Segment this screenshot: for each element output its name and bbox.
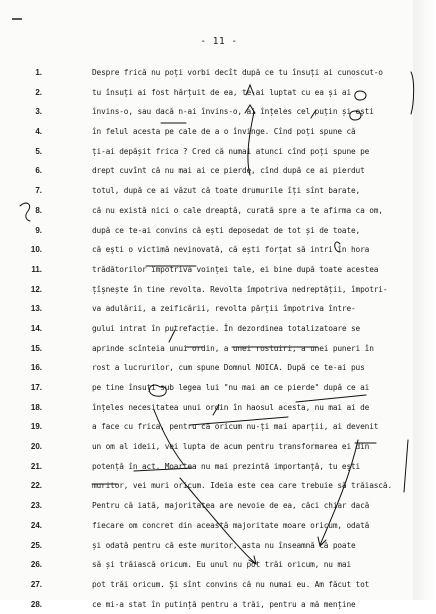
line-number: 22. (30, 481, 42, 491)
line-number: 3. (35, 107, 42, 117)
line-number: 4. (35, 127, 42, 137)
scan-top-mark (12, 18, 22, 20)
text-line: ți-ai depășit frica ? Cred că numai atunci cînd poți spune pe (92, 146, 370, 156)
text-line: că nu există nici o cale dreaptă, curată spre a te afirma ca om, (92, 205, 383, 215)
line-number: 8. (35, 205, 42, 215)
line-number: 27. (30, 579, 42, 589)
line-number: 19. (30, 422, 42, 432)
line-number: 5. (35, 146, 42, 156)
typewritten-body (92, 63, 422, 614)
text-line: pe tine însuți sub legea lui "nu mai am ce pierde" după ce ai (92, 383, 370, 392)
line-number: 11. (31, 264, 42, 274)
text-line: muritor, vei muri oricum. Ideia este cea care trebuie să trăiască. (92, 481, 392, 491)
text-line: după ce te-ai convins că ești deposedat de tot și de toate, (92, 225, 361, 235)
text-line: să și trăiască oricum. Eu unul nu pot trăi oricum, nu mai (92, 560, 352, 570)
text-line: fiecare om concret din această majoritate moare oricum, odată (92, 520, 370, 530)
line-number: 2. (35, 87, 42, 97)
text-line: și odată pentru că este muritor, asta nu înseamnă că poate (92, 540, 356, 550)
text-line: rost a lucrurilor, cum spune Domnul NOICA. După ce te-ai pus (92, 363, 365, 373)
text-line: un om al ideii, vei lupta de acum pentru transformarea ei din (92, 442, 370, 452)
line-number: 7. (35, 186, 42, 196)
text-line: a face cu frica, pentru că oricum nu-ți mai aparții, ai devenit (92, 422, 379, 432)
text-line: va adulării, a zeificării, revolta părții împotriva între- (92, 304, 356, 314)
line-numbers-column (0, 63, 48, 614)
text-line: Pentru că iată, majoritatea are nevoie de ea, căci chiar dacă (92, 501, 370, 511)
text-line: Despre frică nu poți vorbi decît după ce tu însuți ai cunoscut-o (92, 68, 383, 77)
line-number: 25. (30, 540, 42, 550)
text-line: pot trăi oricum. Și sînt convins că nu numai eu. Am făcut tot (92, 579, 370, 589)
text-line: învins-o, sau dacă n-ai învins-o, ai înțeles cel puțin și ești (92, 107, 374, 117)
text-line: gului intrat în putrefacție. În dezordinea totalizatoare se (92, 323, 361, 333)
text-line: că ești o victimă nevinovată, că ești forțat să intri în hora (92, 245, 370, 255)
line-number: 10. (30, 245, 42, 255)
text-line: în felul acesta pe cale de a o învinge. Cînd poți spune că (92, 127, 356, 137)
text-line: ce mi-a stat în putință pentru a trăi, pentru a mă menține (92, 599, 356, 609)
text-line: drept cuvînt că nu mai ai ce pierde, cînd după ce ai pierdut (92, 166, 365, 176)
line-number: 17. (30, 383, 42, 392)
line-number: 24. (30, 520, 42, 530)
text-line: înțeles necesitatea unui ordin în haosul acesta, nu mai ai de (92, 402, 370, 412)
line-number: 23. (30, 501, 42, 511)
line-number: 14. (30, 323, 42, 333)
text-line: tu însuți ai fost hărțuit de ea, te-ai luptat cu ea și ai (92, 87, 352, 97)
line-number: 15. (30, 343, 42, 353)
text-line: trădătorilor împotriva voinței tale, ei bine după toate acestea (92, 264, 379, 274)
line-number: 6. (35, 166, 42, 176)
line-number: 9. (35, 225, 42, 235)
text-line: potență în act. Moartea nu mai prezintă importanță, tu ești (92, 461, 361, 471)
line-number: 21. (30, 461, 42, 471)
text-line: totul, după ce ai văzut că toate drumurile îți sînt barate, (92, 186, 361, 196)
page-number: - 11 - (200, 36, 238, 47)
line-number: 26. (30, 560, 42, 570)
line-number: 16. (30, 363, 42, 373)
line-number: 1. (35, 68, 42, 77)
line-number: 12. (30, 284, 42, 294)
line-number: 28. (30, 599, 42, 609)
text-line: aprinde scînteia unui ordin, a unei rostuiri, a unei puneri în (92, 343, 374, 353)
line-number: 18. (30, 402, 42, 412)
line-number: 13. (30, 304, 42, 314)
text-line: țîșnește în tine revolta. Revolta împotriva nedreptății, împotri- (92, 284, 388, 294)
line-number: 20. (30, 442, 42, 452)
